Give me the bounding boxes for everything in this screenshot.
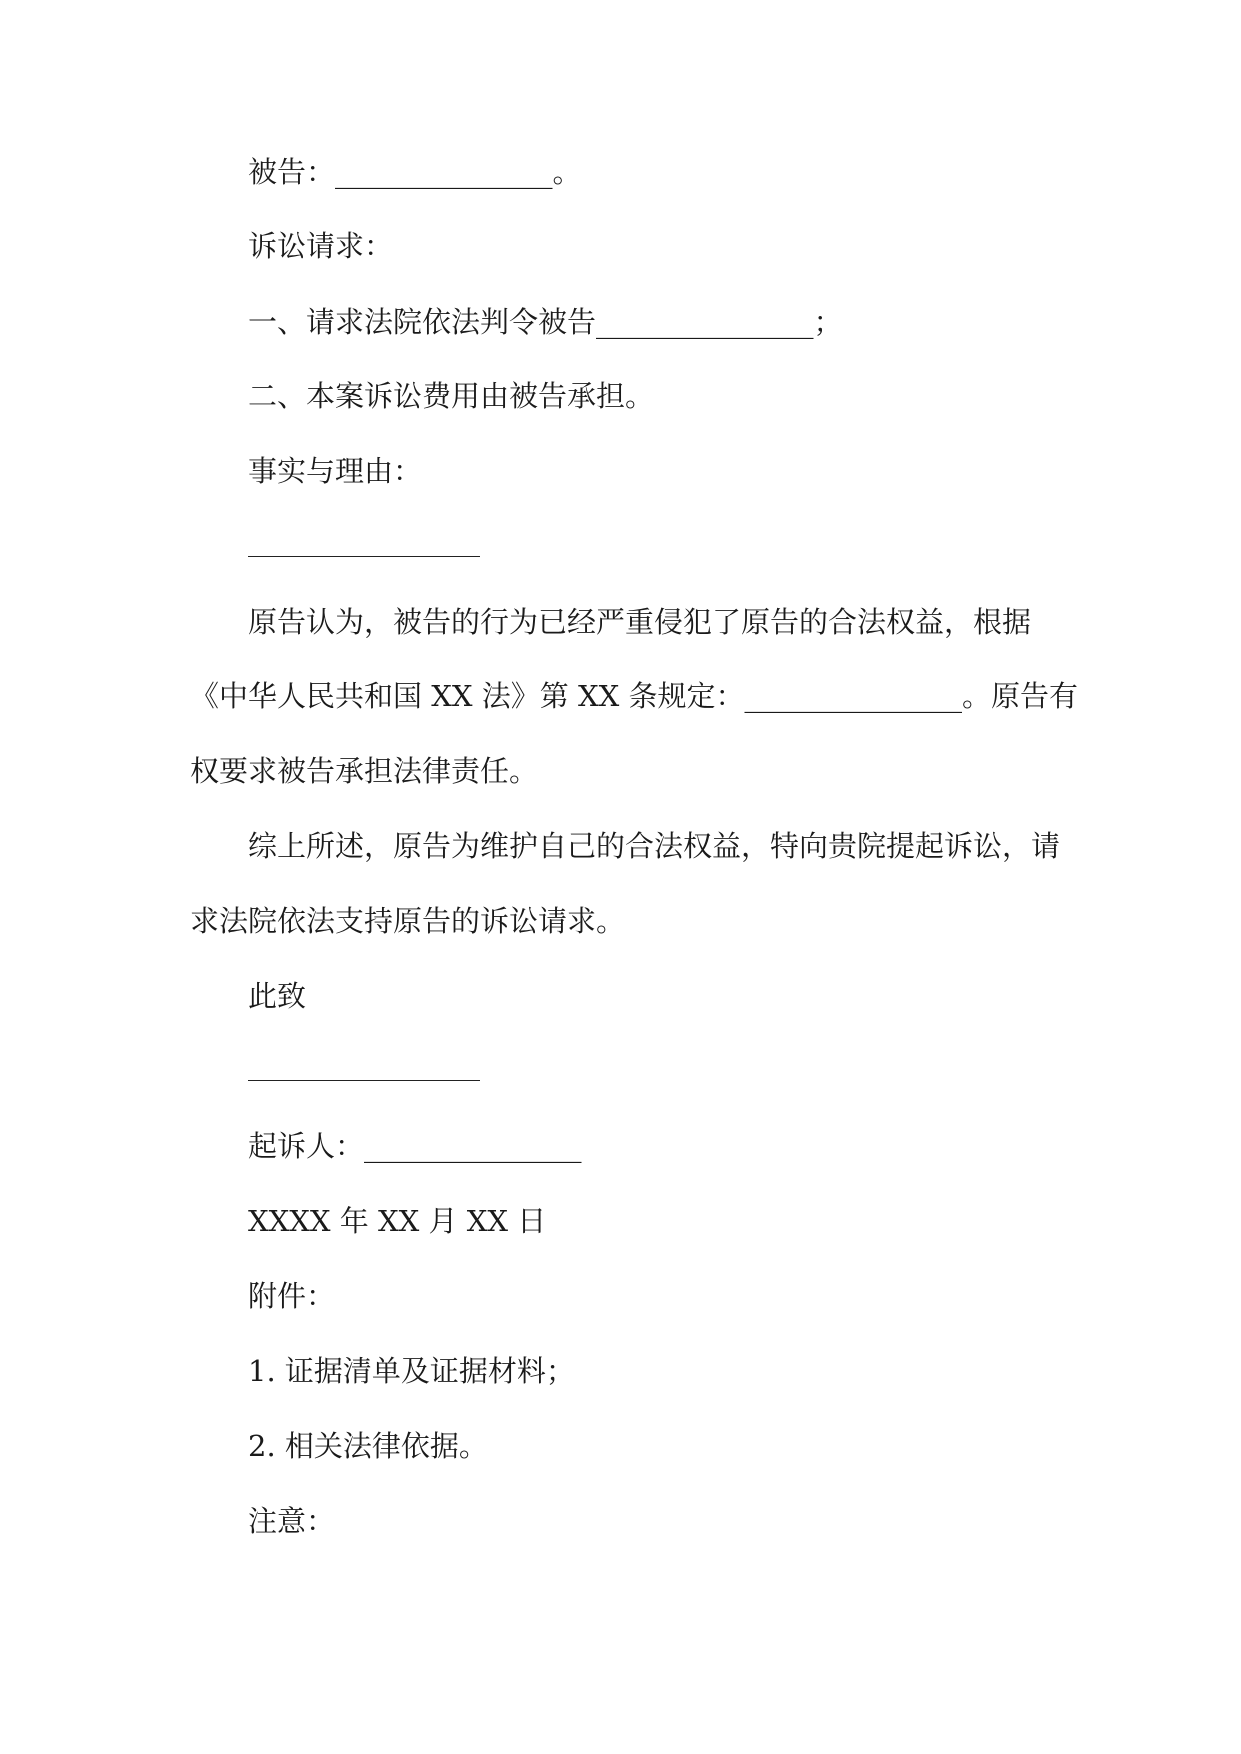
defendant-line: 被告：_______________。: [248, 155, 582, 189]
paragraph-1-line-1: 原告认为，被告的行为已经严重侵犯了原告的合法权益，根据: [248, 605, 1032, 639]
claims-heading: 诉讼请求：: [248, 229, 394, 263]
paragraph-1-line-2: 《中华人民共和国 XX 法》第 XX 条规定：_______________。原告有: [190, 679, 1078, 713]
paragraph-2-line-1: 综上所述，原告为维护自己的合法权益，特向贵院提起诉讼，请: [248, 829, 1061, 863]
claim-item-2: 二、本案诉讼费用由被告承担。: [248, 379, 655, 413]
notes-heading: 注意：: [248, 1504, 336, 1538]
date-line: XXXX 年 XX 月 XX 日: [248, 1204, 547, 1238]
plaintiff-line: 起诉人：_______________: [248, 1129, 582, 1163]
attachments-heading: 附件：: [248, 1279, 336, 1313]
salutation: 此致: [248, 979, 307, 1013]
claim-item-1: 一、请求法院依法判令被告_______________；: [248, 305, 843, 339]
facts-heading: 事实与理由：: [248, 454, 423, 488]
paragraph-2-line-2: 求法院依法支持原告的诉讼请求。: [190, 904, 626, 938]
paragraph-1-line-3: 权要求被告承担法律责任。: [190, 754, 539, 788]
attachment-item-2: 2. 相关法律依据。: [248, 1429, 488, 1463]
attachment-item-1: 1. 证据清单及证据材料；: [248, 1354, 575, 1388]
facts-blank-line: [248, 556, 480, 557]
court-blank-line: [248, 1080, 480, 1081]
